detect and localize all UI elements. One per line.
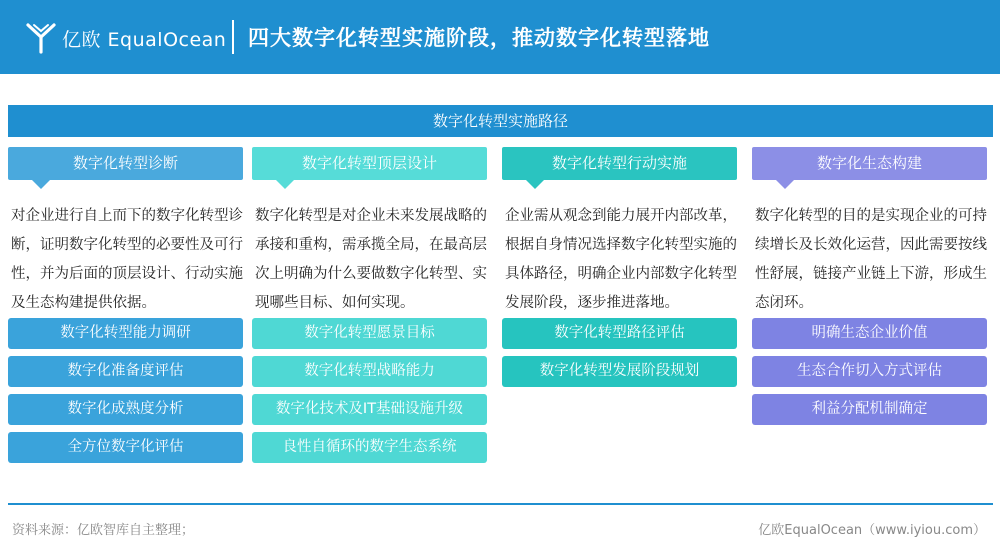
stage-item: 良性自循环的数字生态系统 — [252, 432, 487, 463]
source-note: 资料来源：亿欧智库自主整理； — [12, 523, 195, 538]
stage-item: 数字化转型发展阶段规划 — [502, 356, 737, 387]
stage-item: 数字化转型路径评估 — [502, 318, 737, 349]
stage-item: 数字化转型能力调研 — [8, 318, 243, 349]
stage-header — [8, 147, 243, 180]
stage-description: 企业需从观念到能力展开内部改革，根据自身情况选择数字化转型实施的具体路径，明确企业内部数字化转型发展阶段，逐步推进落地。 — [505, 208, 737, 311]
stage-item-list — [252, 318, 487, 470]
stage-header — [502, 147, 737, 180]
path-banner: 数字化转型实施路径 — [8, 105, 993, 137]
stage-column — [252, 147, 487, 455]
equalocean-logo-icon — [26, 21, 56, 55]
stage-title: 数字化转型行动实施 — [551, 154, 687, 172]
stage-item-list — [8, 318, 243, 470]
stage-title: 数字化转型顶层设计 — [301, 154, 437, 172]
pointer-arrow-icon — [32, 180, 50, 189]
stage-item: 明确生态企业价值 — [752, 318, 987, 349]
stage-item: 数字化准备度评估 — [8, 356, 243, 387]
stage-item-list — [502, 318, 737, 394]
footer-divider — [8, 503, 993, 505]
stage-item: 利益分配机制确定 — [752, 394, 987, 425]
stage-title: 数字化生态构建 — [816, 154, 922, 172]
stage-item: 数字化成熟度分析 — [8, 394, 243, 425]
pointer-arrow-icon — [526, 180, 544, 189]
stage-item: 生态合作切入方式评估 — [752, 356, 987, 387]
stage-description: 数字化转型是对企业未来发展战略的承接和重构，需承揽全局，在最高层次上明确为什么要做数字化转型、实现哪些目标、如何实现。 — [255, 208, 487, 311]
stage-item: 数字化技术及IT基础设施升级 — [252, 394, 487, 425]
header-bar — [0, 0, 1000, 74]
stage-item: 数字化转型战略能力 — [252, 356, 487, 387]
header-divider — [232, 20, 234, 54]
stage-column — [502, 147, 737, 379]
pointer-arrow-icon — [776, 180, 794, 189]
stage-header — [752, 147, 987, 180]
stage-header — [252, 147, 487, 180]
logo — [26, 18, 226, 58]
stage-item: 全方位数字化评估 — [8, 432, 243, 463]
stage-description: 数字化转型的目的是实现企业的可持续增长及长效化运营，因此需要按线性舒展，链接产业链上下游，形成生态闭环。 — [755, 208, 987, 311]
stage-title: 数字化转型诊断 — [72, 154, 178, 172]
page-title: 四大数字化转型实施阶段，推动数字化转型落地 — [248, 26, 710, 50]
stage-column — [8, 147, 243, 455]
stage-item-list — [752, 318, 987, 432]
pointer-arrow-icon — [276, 180, 294, 189]
stage-description: 对企业进行自上而下的数字化转型诊断，证明数字化转型的必要性及可行性，并为后面的顶层设计、行动实施及生态构建提供依据。 — [11, 208, 243, 311]
stage-column — [752, 147, 987, 417]
stage-item: 数字化转型愿景目标 — [252, 318, 487, 349]
credit-note: 亿欧EqualOcean（www.iyiou.com） — [758, 523, 986, 538]
logo-text: 亿欧 EqualOcean — [62, 28, 227, 51]
